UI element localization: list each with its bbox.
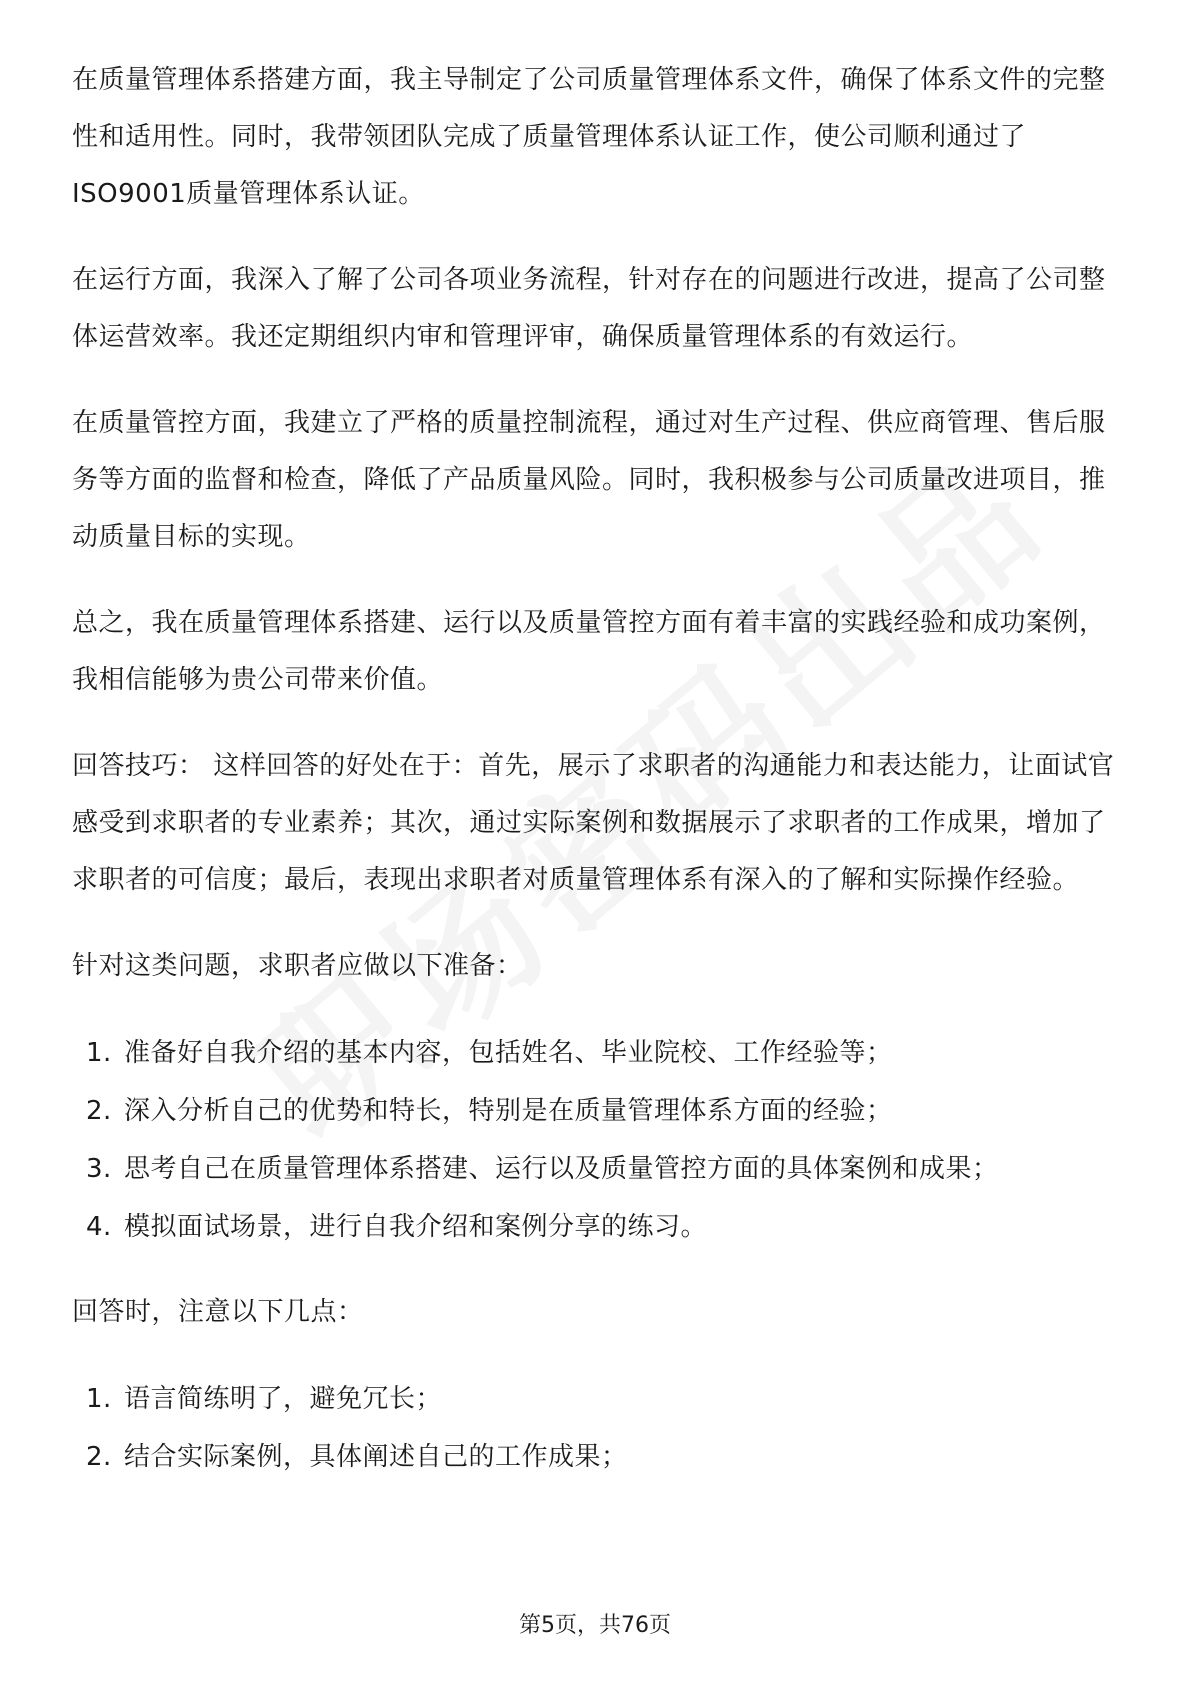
list-item-text: 准备好自我介绍的基本内容，包括姓名、毕业院校、工作经验等； — [124, 1038, 893, 1068]
paragraph-notes-intro: 回答时，注意以下几点： — [72, 1297, 364, 1327]
list-item — [72, 1082, 1122, 1140]
paragraph-answer-tips: 回答技巧： 这样回答的好处在于：首先，展示了求职者的沟通能力和表达能力，让面试官感受到求职者的专业素养；其次，通过实际案例和数据展示了求职者的工作成果，增加了求职者的可信度；最后，表现出求职者对质量管理体系有深入的了解和实际操作经验。 — [72, 751, 1115, 895]
list-item-number: 2. — [86, 1442, 112, 1472]
paragraph-prep-intro: 针对这类问题，求职者应做以下准备： — [72, 951, 523, 981]
list-item — [72, 1198, 1122, 1256]
list-item-number: 2. — [86, 1096, 112, 1126]
list-item-number: 1. — [86, 1384, 112, 1414]
list-item — [72, 1140, 1122, 1198]
paragraph-operation: 在运行方面，我深入了解了公司各项业务流程，针对存在的问题进行改进，提高了公司整体运营效率。我还定期组织内审和管理评审，确保质量管理体系的有效运行。 — [72, 265, 1106, 352]
list-item-text: 模拟面试场景，进行自我介绍和案例分享的练习。 — [124, 1212, 708, 1242]
list-item-text: 结合实际案例，具体阐述自己的工作成果； — [124, 1442, 628, 1472]
page-footer: 第5页，共76页 — [519, 1613, 671, 1638]
document-body — [72, 52, 1122, 1514]
paragraph-quality-control: 在质量管控方面，我建立了严格的质量控制流程，通过对生产过程、供应商管理、售后服务等方面的监督和检查，降低了产品质量风险。同时，我积极参与公司质量改进项目，推动质量目标的实现。 — [72, 408, 1106, 552]
paragraph-qms-building: 在质量管理体系搭建方面，我主导制定了公司质量管理体系文件，确保了体系文件的完整性和适用性。同时，我带领团队完成了质量管理体系认证工作，使公司顺利通过了ISO9001质量管理体系认证。 — [72, 65, 1106, 209]
notes-list — [72, 1370, 1122, 1486]
list-item-number: 1. — [86, 1038, 112, 1068]
list-item-number: 3. — [86, 1154, 112, 1184]
list-item — [72, 1024, 1122, 1082]
prep-list — [72, 1024, 1122, 1256]
list-item — [72, 1370, 1122, 1428]
paragraph-summary: 总之，我在质量管理体系搭建、运行以及质量管控方面有着丰富的实践经验和成功案例，我相信能够为贵公司带来价值。 — [72, 608, 1106, 695]
list-item-number: 4. — [86, 1212, 112, 1242]
list-item — [72, 1428, 1122, 1486]
list-item-text: 深入分析自己的优势和特长，特别是在质量管理体系方面的经验； — [124, 1096, 893, 1126]
list-item-text: 思考自己在质量管理体系搭建、运行以及质量管控方面的具体案例和成果； — [124, 1154, 999, 1184]
list-item-text: 语言简练明了，避免冗长； — [124, 1384, 443, 1414]
